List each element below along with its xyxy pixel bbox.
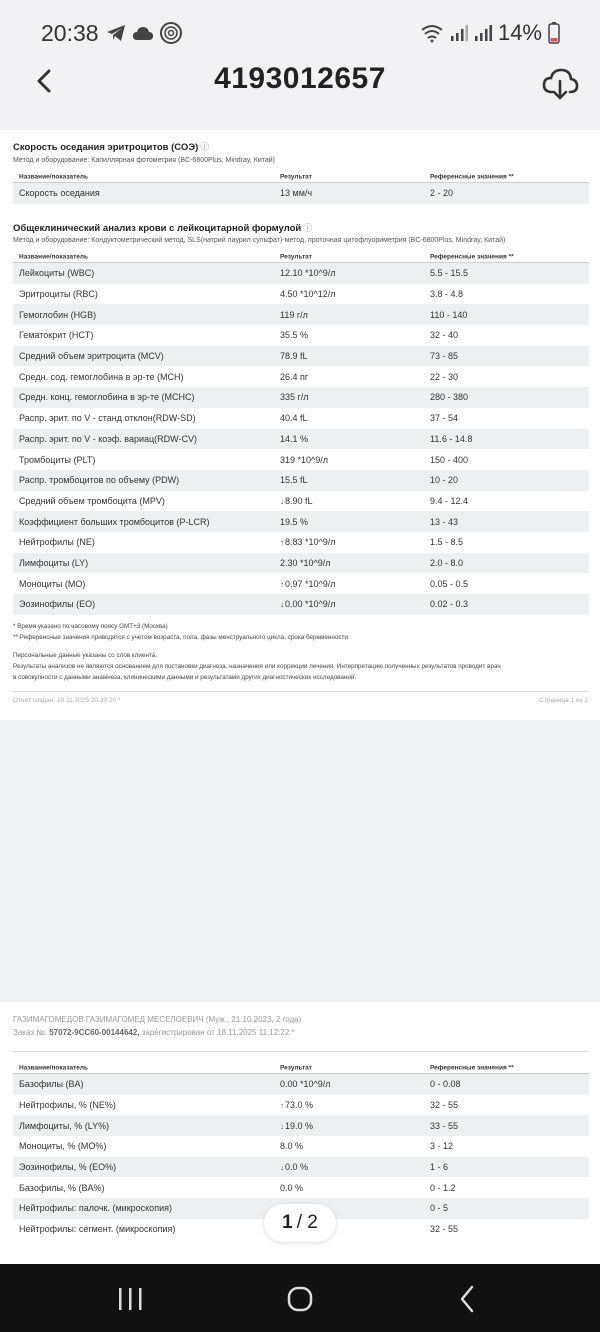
row-reference: 2.0 - 8.0 <box>430 557 464 568</box>
row-reference: 10 - 20 <box>430 475 459 486</box>
row-reference: 11.6 - 14.8 <box>430 433 473 444</box>
table-row <box>13 532 589 553</box>
table-row <box>13 1157 589 1178</box>
row-reference: 150 - 400 <box>430 454 469 465</box>
table-row <box>13 346 589 367</box>
report-created: Отчет создан: 19.11.2025 20:30:20 * <box>13 697 121 704</box>
table-row <box>13 183 589 204</box>
row-name: Распр. эрит. по V - коэф. вариац(RDW-CV) <box>19 433 197 444</box>
table-row <box>13 511 589 532</box>
note-personal-data: Персональные данные указаны со слов клиента. <box>13 652 157 659</box>
row-reference: 1 - 6 <box>430 1162 449 1173</box>
row-name: Лимфоциты (LY) <box>19 557 89 568</box>
row-result <box>280 351 308 361</box>
row-result-value: 8.83 *10^9/л <box>285 537 336 548</box>
row-reference: 0 - 0.08 <box>430 1079 461 1090</box>
row-name: Лейкоциты (WBC) <box>19 268 95 279</box>
row-name: Нейтрофилы: палочк. (микроскопия) <box>19 1203 172 1214</box>
table-cbc <box>13 251 589 615</box>
patient-info: ГАЗИМАГОМЕДОВ ГАЗИМАГОМЕД МЕСЕЛОЕВИЧ (Муж., 21.10.2023, 2 года) <box>13 1015 302 1024</box>
arrow-down-icon: ↓ <box>280 1163 284 1173</box>
row-reference: 73 - 85 <box>430 351 459 362</box>
row-result-value: 0.00 *10^9/л <box>280 1079 331 1090</box>
note-timezone: * Время указано по часовому поясу GMT+3 (Москва) <box>13 623 168 630</box>
divider <box>13 691 589 692</box>
cloud-download-icon <box>540 64 580 104</box>
row-result-value: 0.0 % <box>285 1162 309 1173</box>
cloud-icon <box>132 25 154 41</box>
row-reference: 5.5 - 15.5 <box>430 268 469 279</box>
row-reference: 0 - 5 <box>430 1203 449 1214</box>
system-nav-bar <box>0 1264 600 1332</box>
row-result <box>280 1121 313 1131</box>
row-reference: 37 - 54 <box>430 413 459 424</box>
row-result <box>280 1162 308 1172</box>
row-name: Базофилы (BA) <box>19 1079 84 1090</box>
info-icon: ⓘ <box>200 142 210 152</box>
page-title: 4193012657 <box>214 62 386 95</box>
document-page-1[interactable] <box>0 130 600 720</box>
row-result-value: 78.9 fL <box>280 351 308 362</box>
section-title-esr: Скорость оседания эритроцитов (СОЭ) ⓘ <box>13 142 210 153</box>
row-reference: 13 - 43 <box>430 516 459 527</box>
row-result-value: 35.5 % <box>280 330 309 341</box>
row-result-value: 119 г/л <box>280 309 308 320</box>
table-esr <box>13 171 589 204</box>
info-icon: ⓘ <box>303 223 313 233</box>
signal-icon <box>450 24 468 42</box>
table-row <box>13 594 589 615</box>
row-result <box>280 1183 303 1193</box>
order-info: Заказ №: 57072-9CC60-00144642, зарегистрирован от 18.11.2025 11:12:22 * <box>13 1028 295 1037</box>
arrow-down-icon: ↓ <box>280 1121 284 1131</box>
row-name: Моноциты, % (MO%) <box>19 1141 107 1152</box>
row-result-value: 0.97 *10^9/л <box>285 578 336 589</box>
row-name: Нейтрофилы: сегмент. (микроскопия) <box>19 1224 176 1235</box>
fingerprint-icon <box>160 22 182 44</box>
row-reference: 0.02 - 0.3 <box>430 599 469 610</box>
row-result-value: 335 г/л <box>280 392 309 403</box>
row-result-value: 73.0 % <box>285 1100 314 1111</box>
recent-apps-icon <box>110 1284 150 1314</box>
arrow-down-icon: ↓ <box>280 496 284 506</box>
section-method-cbc: Метод и оборудование: Кондуктометрический метод, SLS(натрий лаурил сульфат)-метод, проточная цитофлуориметрия (BC-6800Plus, Mindray, Китай) <box>13 237 506 244</box>
row-name: Моноциты (MO) <box>19 578 86 589</box>
row-result <box>280 1100 313 1110</box>
row-result <box>280 558 331 568</box>
table-row <box>13 573 589 594</box>
table-row <box>13 491 589 512</box>
section-method-esr: Метод и оборудование: Капиллярная фотометрия (BC-6800Plus, Mindray, Китай) <box>13 157 276 164</box>
row-result-value: 12.10 *10^9/л <box>280 268 336 279</box>
row-reference: 0 - 1.2 <box>430 1182 456 1193</box>
row-reference: 22 - 30 <box>430 371 459 382</box>
divider <box>13 1051 589 1052</box>
table-header: Название/показатель Результат Референсные значения ** <box>13 171 589 183</box>
row-reference: 33 - 55 <box>430 1120 459 1131</box>
table-row <box>13 284 589 305</box>
row-result-value: 4.50 *10^12/л <box>280 289 336 300</box>
row-result <box>280 475 308 485</box>
row-name: Базофилы, % (BA%) <box>19 1182 105 1193</box>
row-result-value: 15.5 fL <box>280 475 308 486</box>
row-result <box>280 1141 303 1151</box>
battery-icon <box>548 22 560 44</box>
row-reference: 0.05 - 0.5 <box>430 578 469 589</box>
table-row <box>13 1136 589 1157</box>
row-result <box>280 1079 331 1089</box>
back-nav-icon <box>448 1284 488 1314</box>
row-result <box>280 434 308 444</box>
recent-apps-button[interactable] <box>110 1284 150 1314</box>
row-name: Эозинофилы (EO) <box>19 599 96 610</box>
row-result-value: 13 мм/ч <box>280 188 313 199</box>
page-number: Страница 1 из 2 <box>539 697 588 704</box>
note-disclaimer-1: Результаты анализов не являются основанием для постановки диагноза, назначения или коррекции лечения. Интерпретацию полученных результатов проводит врач <box>13 663 501 670</box>
table-row <box>13 1177 589 1198</box>
signal-icon-2 <box>474 24 492 42</box>
row-result-value: 19.5 % <box>280 516 309 527</box>
notification-icons <box>106 22 182 44</box>
arrow-up-icon: ↑ <box>280 538 284 548</box>
table-row <box>13 366 589 387</box>
table-row <box>13 449 589 470</box>
row-reference: 9.4 - 12.4 <box>430 495 469 506</box>
row-result <box>280 455 328 465</box>
row-name: Гематокрит (HCT) <box>19 330 94 341</box>
table-row <box>13 325 589 346</box>
table-row <box>13 304 589 325</box>
telegram-icon <box>106 24 126 42</box>
section-title-cbc: Общеклинический анализ крови с лейкоцитарной формулой ⓘ <box>13 223 313 234</box>
row-reference: 2 - 20 <box>430 188 454 199</box>
row-reference: 110 - 140 <box>430 309 468 320</box>
row-result-value: 8.90 fL <box>285 495 313 506</box>
row-name: Эритроциты (RBC) <box>19 289 98 300</box>
row-reference: 3 - 12 <box>430 1141 454 1152</box>
row-result-value: 0.00 *10^9/л <box>285 599 336 610</box>
row-name: Распр. эрит. по V - станд отклон(RDW-SD) <box>19 413 196 424</box>
row-result <box>280 310 308 320</box>
row-result <box>280 517 308 527</box>
arrow-up-icon: ↑ <box>280 1101 284 1111</box>
row-result <box>280 413 308 423</box>
table-row <box>13 408 589 429</box>
arrow-down-icon: ↓ <box>280 600 284 610</box>
row-result-value: 2.30 *10^9/л <box>280 557 331 568</box>
table-row <box>13 1074 589 1095</box>
row-result <box>280 392 309 402</box>
back-nav-button[interactable] <box>448 1284 488 1314</box>
row-result <box>280 372 308 382</box>
row-name: Эозинофилы, % (EO%) <box>19 1162 117 1173</box>
row-name: Лимфоциты, % (LY%) <box>19 1120 110 1131</box>
download-button[interactable] <box>540 64 580 104</box>
row-result <box>280 537 336 547</box>
row-name: Средний объем эритроцита (MCV) <box>19 351 164 362</box>
row-result-value: 26.4 пг <box>280 371 309 382</box>
row-name: Распр. тромбоцитов по объему (PDW) <box>19 475 180 486</box>
table-row <box>13 470 589 491</box>
app-header <box>0 64 600 130</box>
wifi-icon <box>420 23 444 43</box>
page-indicator: 1 / 2 <box>264 1204 336 1242</box>
status-bar <box>0 0 600 64</box>
table-row <box>13 429 589 450</box>
row-name: Средний объем тромбоцита (MPV) <box>19 495 165 506</box>
table-row <box>13 1115 589 1136</box>
row-result <box>280 579 336 589</box>
row-result-value: 19.0 % <box>285 1120 314 1131</box>
row-name: Коэффициент больших тромбоцитов (P-LCR) <box>19 516 210 527</box>
row-reference: 32 - 40 <box>430 330 459 341</box>
row-name: Средн. сод. гемоглобина в эр-те (MCH) <box>19 371 184 382</box>
row-name: Гемоглобин (HGB) <box>19 309 97 320</box>
row-reference: 32 - 55 <box>430 1100 459 1111</box>
table-row <box>13 387 589 408</box>
system-indicators <box>420 20 560 46</box>
row-result <box>280 188 312 198</box>
row-name: Нейтрофилы (NE) <box>19 537 95 548</box>
arrow-up-icon: ↑ <box>280 579 284 589</box>
row-result-value: 14.1 % <box>280 433 309 444</box>
table-header: Название/показатель Результат Референсные значения ** <box>13 1062 589 1074</box>
row-result <box>280 599 336 609</box>
row-result <box>280 289 336 299</box>
row-reference: 3.8 - 4.8 <box>430 289 464 300</box>
row-reference: 32 - 55 <box>430 1224 459 1235</box>
note-disclaimer-2: в совокупности с данными анамнеза, клиническими данными и результатами других диагностических исследований. <box>13 674 357 681</box>
row-reference: 1.5 - 8.5 <box>430 537 464 548</box>
home-icon <box>280 1284 320 1314</box>
row-name: Тромбоциты (PLT) <box>19 454 96 465</box>
row-result <box>280 268 336 278</box>
row-name: Нейтрофилы, % (NE%) <box>19 1100 116 1111</box>
home-button[interactable] <box>280 1284 320 1314</box>
row-result <box>280 330 308 340</box>
table-row <box>13 263 589 284</box>
row-reference: 280 - 380 <box>430 392 469 403</box>
status-time: 20:38 <box>41 20 99 46</box>
row-name: Скорость оседания <box>19 188 100 199</box>
row-result-value: 0.0 % <box>280 1182 304 1193</box>
row-result-value: 8.0 % <box>280 1141 304 1152</box>
row-name: Средн. конц. гемоглобина в эр-те (MCHC) <box>19 392 195 403</box>
row-result-value: 319 *10^9/л <box>280 454 329 465</box>
note-reference: ** Референсные значения приводятся с учетом возраста, пола, фазы менструального цикла, срока беременности. <box>13 634 350 641</box>
row-result-value: 40.4 fL <box>280 413 308 424</box>
table-header: Название/показатель Результат Референсные значения ** <box>13 251 589 263</box>
table-row <box>13 1095 589 1116</box>
table-row <box>13 553 589 574</box>
row-result <box>280 496 313 506</box>
battery-percent: 14% <box>497 20 542 45</box>
